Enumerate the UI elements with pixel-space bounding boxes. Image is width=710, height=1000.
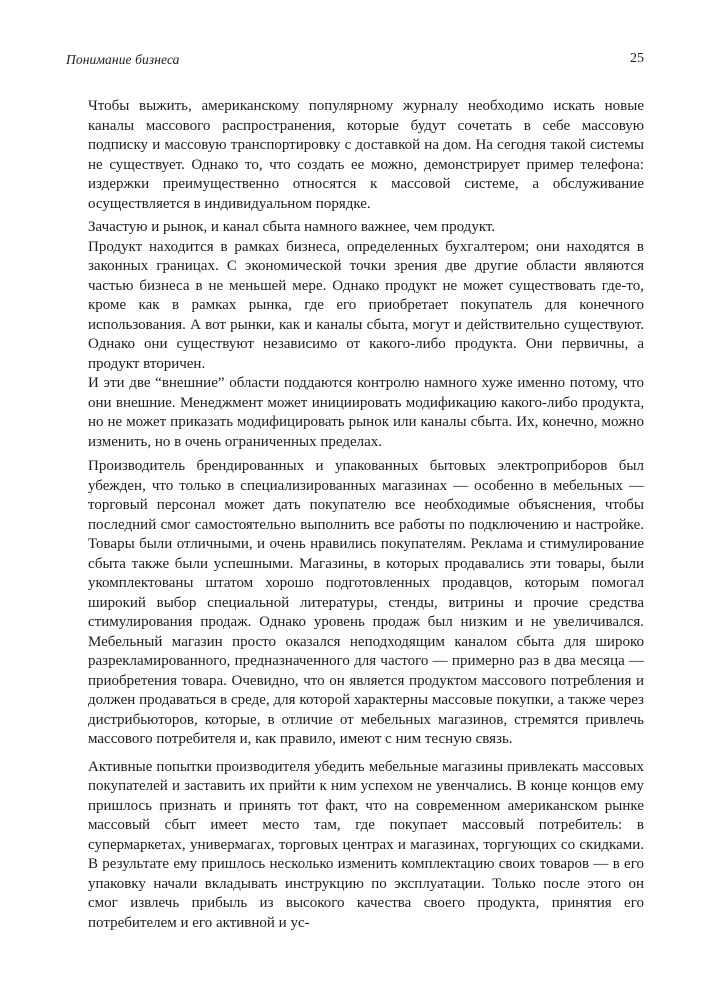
text-block-intro (88, 97, 644, 214)
page-number: 25 (630, 51, 644, 66)
text-block-market (88, 218, 644, 452)
running-title: Понимание бизнеса (66, 52, 180, 67)
paragraph: Активные попытки производителя убедить мебельные магазины привлекать массовых покупателей и заставить их прийти к ним успехом не увенчались. В конце концов ему пришлось признать и принять тот факт, что на современном американском рынке массовый сбыт имеет место там, где покупает массовый потребитель: в супермаркетах, универмагах, торговых центрах и магазинах, торгующих со скидками. В результате ему пришлось несколько изменить комплектацию своих товаров — в его упаковку начали вкладывать инструкцию по эксплуатации. Только после этого он смог извлечь прибыль из высокого качества своего продукта, принятия его потребителем и его активной и ус- (88, 758, 644, 931)
paragraph: Продукт находится в рамках бизнеса, определенных бухгалтером; они находятся в законных границах. С экономической точки зрения две другие области являются частью бизнеса в не меньшей мере. Однако продукт не может существовать где-то, кроме как в рамках рынка, где его приобретает покупатель для конечного использования. А вот рынки, как и каналы сбыта, могут и действительно существуют. Однако они существуют независимо от какого-либо продукта. Они первичны, а продукт вторичен. (88, 238, 644, 372)
paragraph: И эти две “внешние” области поддаются контролю намного хуже именно потому, что они внешние. Менеджмент может инициировать модификацию какого-либо продукта, но не может приказать модифицировать рынок или каналы сбыта. Их, конечно, можно изменить, но в очень ограниченных пределах. (88, 375, 644, 450)
paragraph: Производитель брендированных и упакованных бытовых электроприборов был убежден, что только в специализированных магазинах — особенно в мебельных — торговый персонал может дать покупателю все необходимые объяснения, чтобы последний смог самостоятельно выполнить все работы по подключению и настройке. Товары были отличными, и очень нравились покупателям. Реклама и стимулирование сбыта также были успешными. Магазины, в которых продавались эти товары, были укомплектованы штатом хорошо подготовленных продавцов, которым помогал широкий выбор специальной литературы, стенды, витрины и прочие средства стимулирования продаж. Однако уровень продаж был низким и не увеличивался. Мебельный магазин просто оказался неподходящим каналом сбыта для широко разрекламированного, предназначенного для частого — примерно раз в два месяца — приобретения товара. Очевидно, что он является продуктом массового потребления и должен продаваться в среде, для которой характерны массовые покупки, а также через дистрибьюторов, которые, в отличие от мебельных магазинов, стремятся привлечь массового потребителя и, как правило, имеют с ним тесную связь. (88, 458, 644, 747)
paragraph: Чтобы выжить, американскому популярному журналу необходимо искать новые каналы массового распространения, которые будут сочетать в себе массовую подписку и массовую транспортировку с доставкой на дом. На сегодня такой системы не существует. Однако то, что создать ее можно, демонстрирует пример телефона: издержки преимущественно относятся к массовой системе, а обслуживание осуществляется в индивидуальном порядке. (88, 98, 644, 212)
paragraph: Зачастую и рынок, и канал сбыта намного важнее, чем продукт. (88, 219, 496, 235)
text-block-example (88, 457, 644, 933)
